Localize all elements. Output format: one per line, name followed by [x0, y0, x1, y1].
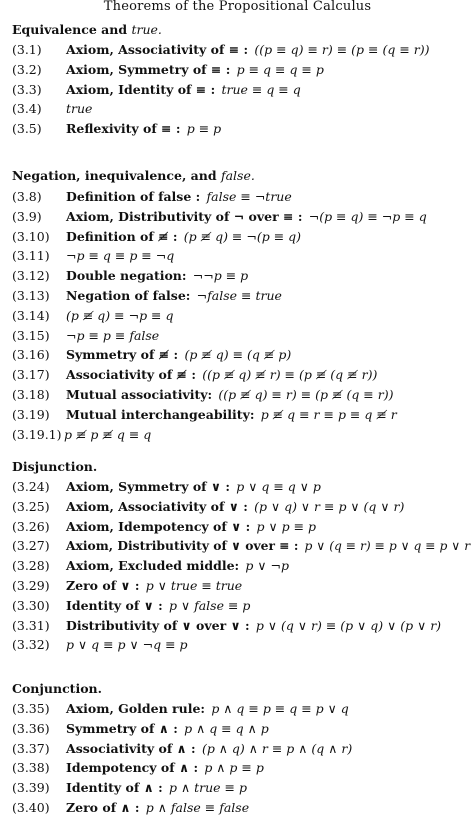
- theorem-body: [66, 367, 377, 382]
- theorem-number: (3.17): [12, 367, 50, 383]
- theorem-number: (3.15): [12, 327, 50, 343]
- theorem-label: Definition of false :: [66, 189, 201, 204]
- theorem-formula: p ∧ q ≡ q ∧ p: [184, 720, 269, 736]
- theorem-number: (3.39): [12, 780, 50, 796]
- theorem-body: [66, 101, 92, 116]
- theorem-number: (3.4): [12, 101, 42, 117]
- section-heading-text: Negation, inequivalence, and: [12, 168, 217, 183]
- theorem-body: [66, 248, 174, 263]
- theorem-body: [66, 637, 188, 652]
- theorem-body: [66, 229, 301, 244]
- theorem-formula: p ∨ ¬p: [245, 558, 289, 574]
- theorem-formula: p ∧ q ≡ p ≡ q ≡ p ∨ q: [211, 701, 349, 716]
- theorem-formula: true ≡ q ≡ q: [221, 81, 301, 97]
- theorem-formula: p ∨ (q ∨ r) ≡ (p ∨ q) ∨ (p ∨ r): [255, 617, 442, 633]
- theorem-body: [66, 268, 248, 283]
- theorem-label: Axiom, Associativity of ∨ :: [66, 498, 248, 514]
- theorem-formula: p ≢ q ≡ r ≡ p ≡ q ≢ r: [260, 406, 397, 422]
- theorem-formula: (p ≢ q) ≡ ¬(p ≡ q): [183, 228, 302, 244]
- theorem-body: [66, 538, 470, 553]
- theorem-body: [66, 42, 430, 57]
- theorem-body: [66, 189, 292, 204]
- theorem-label: Axiom, Golden rule:: [66, 701, 206, 716]
- theorem-label: Distributivity of ∨ over ∨ :: [66, 617, 250, 633]
- theorem-formula: true: [66, 101, 93, 117]
- theorem-number: (3.28): [12, 558, 50, 574]
- theorem-number: (3.1): [12, 42, 42, 57]
- theorem-label: Identity of ∨ :: [66, 597, 163, 613]
- theorem-body: [66, 387, 393, 402]
- theorem-number: (3.8): [12, 189, 42, 204]
- theorem-body: [66, 598, 250, 613]
- theorem-formula: ¬p ≡ p ≡ false: [66, 327, 160, 343]
- theorem-label: Axiom, Symmetry of ≡ :: [66, 61, 231, 77]
- section-heading-italic: false.: [220, 168, 255, 183]
- theorem-label: Double negation:: [66, 268, 187, 284]
- theorem-label: Axiom, Distributivity of ¬ over ≡ :: [66, 208, 303, 224]
- theorem-body: [66, 760, 264, 775]
- theorem-formula: p ∨ q ≡ p ∨ ¬q ≡ p: [66, 637, 188, 653]
- theorem-formula: ¬(p ≡ q) ≡ ¬p ≡ q: [308, 208, 427, 224]
- theorem-body: [66, 209, 427, 224]
- theorem-body: [66, 519, 316, 534]
- theorem-formula: p ∨ false ≡ p: [168, 597, 251, 613]
- theorem-body: [66, 701, 349, 716]
- section-heading: [12, 168, 255, 183]
- theorem-number: (3.19.1): [12, 426, 62, 442]
- theorem-label: Symmetry of ∧ :: [66, 720, 178, 736]
- theorem-formula: (p ≢ q) ≡ (q ≢ p): [184, 347, 292, 363]
- theorem-number: (3.16): [12, 347, 50, 363]
- theorem-body: [66, 308, 174, 323]
- theorem-number: (3.19): [12, 406, 50, 422]
- section-heading: [12, 681, 102, 696]
- theorem-number: (3.35): [12, 701, 50, 716]
- theorem-number: (3.14): [12, 307, 50, 323]
- theorem-formula: (p ≢ q) ≡ ¬p ≡ q: [66, 307, 174, 323]
- theorem-body: [66, 499, 404, 514]
- theorem-number: (3.11): [12, 248, 50, 264]
- theorem-number: (3.3): [12, 81, 42, 97]
- theorem-formula: p ≢ p ≢ q ≡ q: [64, 426, 152, 442]
- theorem-formula: p ∧ false ≡ false: [145, 800, 250, 815]
- theorem-label: Axiom, Excluded middle:: [66, 558, 240, 574]
- theorem-number: (3.37): [12, 740, 50, 756]
- theorem-body: [66, 800, 249, 815]
- theorem-label: Associativity of ≢ :: [66, 367, 196, 383]
- theorem-label: Identity of ∧ :: [66, 780, 163, 796]
- theorem-formula: ¬false ≡ true: [196, 288, 282, 303]
- theorem-formula: ¬¬p ≡ p: [192, 268, 249, 284]
- theorem-label: Mutual associativity:: [66, 387, 213, 402]
- theorem-label: Zero of ∧ :: [66, 800, 140, 815]
- theorem-label: Axiom, Associativity of ≡ :: [66, 42, 249, 57]
- theorem-number: (3.10): [12, 228, 50, 244]
- theorem-number: (3.26): [12, 518, 50, 534]
- theorem-body: [66, 62, 324, 77]
- theorem-formula: ((p ≢ q) ≢ r) ≡ (p ≢ (q ≢ r)): [202, 367, 378, 383]
- theorem-number: (3.5): [12, 121, 42, 137]
- theorem-formula: ((p ≢ q) ≡ r) ≡ (p ≢ (q ≡ r)): [218, 387, 394, 402]
- theorem-number: (3.9): [12, 208, 42, 224]
- theorem-number: (3.32): [12, 637, 50, 653]
- theorem-body: [66, 558, 289, 573]
- theorem-label: Reflexivity of ≡ :: [66, 121, 181, 137]
- section-heading-italic: true.: [131, 22, 162, 37]
- theorem-body: [66, 82, 301, 97]
- theorem-number: (3.27): [12, 538, 50, 554]
- theorem-formula: (p ∨ q) ∨ r ≡ p ∨ (q ∨ r): [254, 498, 405, 514]
- theorem-label: Zero of ∨ :: [66, 578, 140, 593]
- theorem-formula: ((p ≡ q) ≡ r) ≡ (p ≡ (q ≡ r)): [254, 42, 430, 57]
- theorem-body: [66, 721, 269, 736]
- theorem-formula: p ∨ true ≡ true: [145, 578, 243, 593]
- theorem-formula: (p ∧ q) ∧ r ≡ p ∧ (q ∧ r): [201, 740, 353, 756]
- theorem-label: Definition of ≢ :: [66, 228, 178, 244]
- theorem-body: [66, 479, 321, 494]
- theorem-number: (3.18): [12, 387, 50, 402]
- theorem-body: [66, 288, 282, 303]
- theorem-label: Axiom, Identity of ≡ :: [66, 81, 216, 97]
- theorem-number: (3.38): [12, 760, 50, 776]
- theorem-label: Symmetry of ≢ :: [66, 347, 179, 363]
- section-heading: [12, 22, 162, 37]
- theorem-label: Negation of false:: [66, 288, 191, 303]
- theorem-label: Axiom, Idempotency of ∨ :: [66, 518, 251, 534]
- page-title: Theorems of the Propositional Calculus: [103, 0, 372, 14]
- theorem-number: (3.2): [12, 61, 42, 77]
- theorem-formula: ¬p ≡ q ≡ p ≡ ¬q: [66, 248, 175, 264]
- theorem-label: Associativity of ∧ :: [66, 740, 196, 756]
- theorem-formula: p ∧ true ≡ p: [168, 780, 247, 796]
- theorem-label: Axiom, Symmetry of ∨ :: [66, 479, 231, 494]
- theorem-formula: false ≡ ¬true: [206, 189, 292, 204]
- theorem-number: (3.36): [12, 720, 50, 736]
- theorem-body: [66, 328, 159, 343]
- theorem-body: [66, 741, 352, 756]
- section-heading: [12, 459, 97, 474]
- section-heading-text: Conjunction.: [12, 681, 102, 696]
- theorem-body: [66, 578, 242, 593]
- theorem-number: (3.30): [12, 597, 50, 613]
- theorem-label: Mutual interchangeability:: [66, 406, 255, 422]
- theorem-body: [66, 407, 397, 422]
- theorem-number: (3.25): [12, 498, 50, 514]
- theorem-label: Axiom, Distributivity of ∨ over ≡ :: [66, 538, 299, 554]
- theorem-formula: p ∨ p ≡ p: [256, 518, 317, 534]
- theorem-number: (3.13): [12, 288, 50, 303]
- theorem-body: [66, 780, 247, 795]
- theorem-body: [66, 347, 291, 362]
- theorem-number: (3.12): [12, 268, 50, 284]
- theorem-body: [66, 618, 441, 633]
- theorem-formula: p ∨ (q ≡ r) ≡ p ∨ q ≡ p ∨ r: [304, 538, 471, 554]
- theorem-body: [64, 427, 151, 442]
- theorem-body: [66, 121, 221, 136]
- section-heading-text: Equivalence and: [12, 22, 128, 37]
- theorem-number: (3.40): [12, 800, 50, 815]
- theorem-formula: p ∨ q ≡ q ∨ p: [236, 479, 321, 494]
- theorem-number: (3.29): [12, 578, 50, 593]
- theorem-formula: p ≡ q ≡ q ≡ p: [236, 61, 324, 77]
- theorem-number: (3.31): [12, 617, 50, 633]
- theorem-formula: p ∧ p ≡ p: [204, 760, 264, 776]
- section-heading-text: Disjunction.: [12, 459, 98, 474]
- theorem-label: Idempotency of ∧ :: [66, 760, 199, 776]
- theorem-number: (3.24): [12, 479, 50, 494]
- theorem-formula: p ≡ p: [186, 121, 222, 137]
